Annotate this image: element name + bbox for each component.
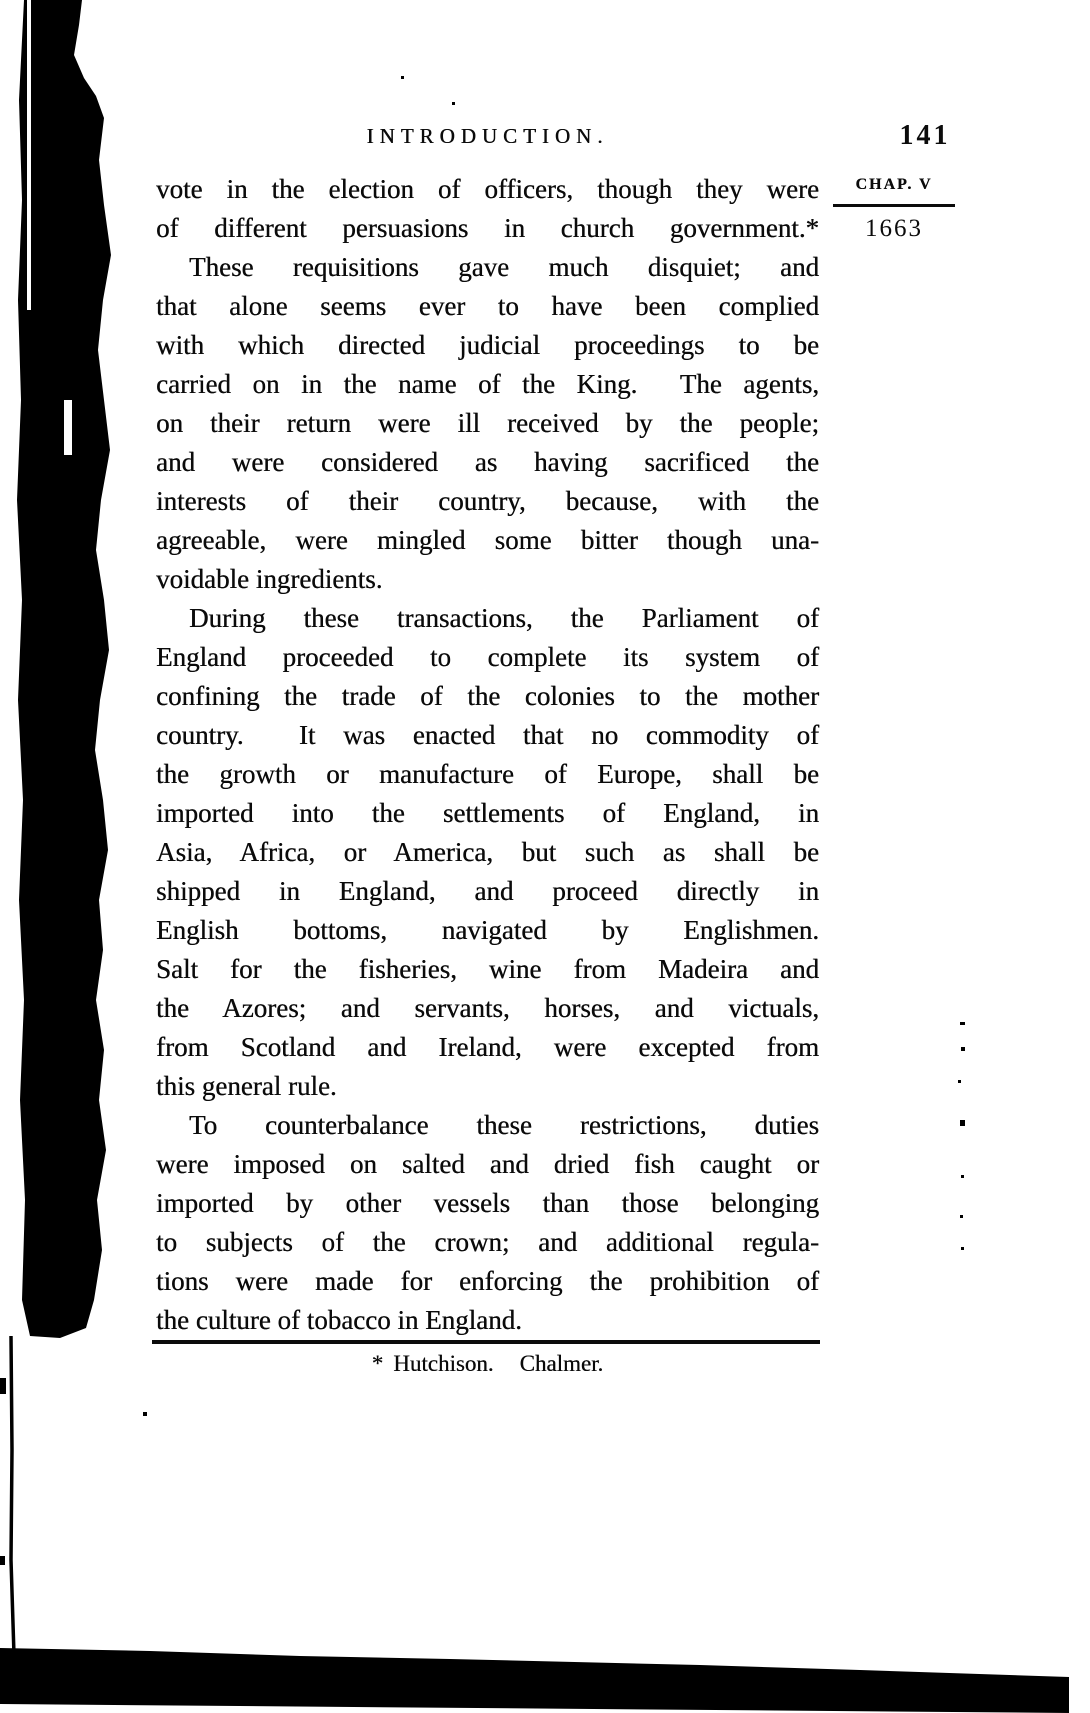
binding-white-sliver [27,0,31,310]
body-line: imported into the settlements of England, in [156,798,819,828]
body-line: country. It was enacted that no commodity of [156,720,819,750]
chapter-note-rule [833,204,955,207]
speck [960,1022,965,1025]
body-line: agreeable, were mingled some bitter though una- [156,525,819,555]
body-line: interests of their country, because, with the [156,486,819,516]
footnote [156,1351,819,1377]
year-note: 1663 [865,215,923,242]
body-line: vote in the election of officers, though they were [156,174,819,204]
margin-notes [833,176,955,243]
body-line: England proceeded to complete its system of [156,642,819,672]
bottom-scan-bar [0,1648,1069,1713]
body-line: on their return were ill received by the people; [156,408,819,438]
body-line: carried on in the name of the King. The agents, [156,369,819,399]
body-line: These requisitions gave much disquiet; and [189,252,819,282]
chapter-note: CHAP. V [855,176,933,193]
footnote-rule [152,1340,820,1344]
speck [960,1215,963,1218]
speck [401,76,404,79]
body-line: this general rule. [156,1071,337,1101]
speck [960,1120,965,1126]
body-line: To counterbalance these restrictions, duties [189,1110,819,1140]
body-line: shipped in England, and proceed directly in [156,876,819,906]
footnote-source: Chalmer. [519,1351,604,1376]
body-line: the Azores; and servants, horses, and victuals, [156,993,819,1023]
body-line: Asia, Africa, or America, but such as shall be [156,837,819,867]
edge-nub-2 [0,1556,5,1565]
body-text-column [156,170,819,1340]
body-line: with which directed judicial proceedings to be [156,330,819,360]
body-line: that alone seems ever to have been complied [156,291,819,321]
body-line: During these transactions, the Parliament of [189,603,819,633]
body-line: Salt for the fisheries, wine from Madeira and [156,954,819,984]
body-line: from Scotland and Ireland, were excepted from [156,1032,819,1062]
body-line: to subjects of the crown; and additional regula- [156,1227,819,1257]
body-line: the culture of tobacco in England. [156,1305,522,1335]
stray-vertical-line [11,1336,14,1655]
body-line: voidable ingredients. [156,564,383,594]
speck [961,1247,964,1250]
body-line: English bottoms, navigated by Englishmen. [156,915,819,945]
body-line: of different persuasions in church government.* [156,213,819,243]
speck [452,102,455,105]
edge-nub-1 [0,1378,6,1394]
body-line: imported by other vessels than those belonging [156,1188,819,1218]
body-line: tions were made for enforcing the prohibition of [156,1266,819,1296]
body-line: were imposed on salted and dried fish caught or [156,1149,819,1179]
speck [961,1175,964,1178]
binding-white-notch [64,400,72,455]
page-number: 141 [899,120,951,151]
footnote-marker: * [371,1351,384,1376]
speck [961,1047,965,1051]
running-head: INTRODUCTION. [366,124,609,148]
body-line: the growth or manufacture of Europe, shall be [156,759,819,789]
footnote-source: Hutchison. [393,1351,494,1376]
body-line: and were considered as having sacrificed the [156,447,819,477]
speck [958,1080,961,1083]
left-binding-artifact [17,0,111,1338]
body-line: confining the trade of the colonies to the mother [156,681,819,711]
speck [143,1412,147,1416]
